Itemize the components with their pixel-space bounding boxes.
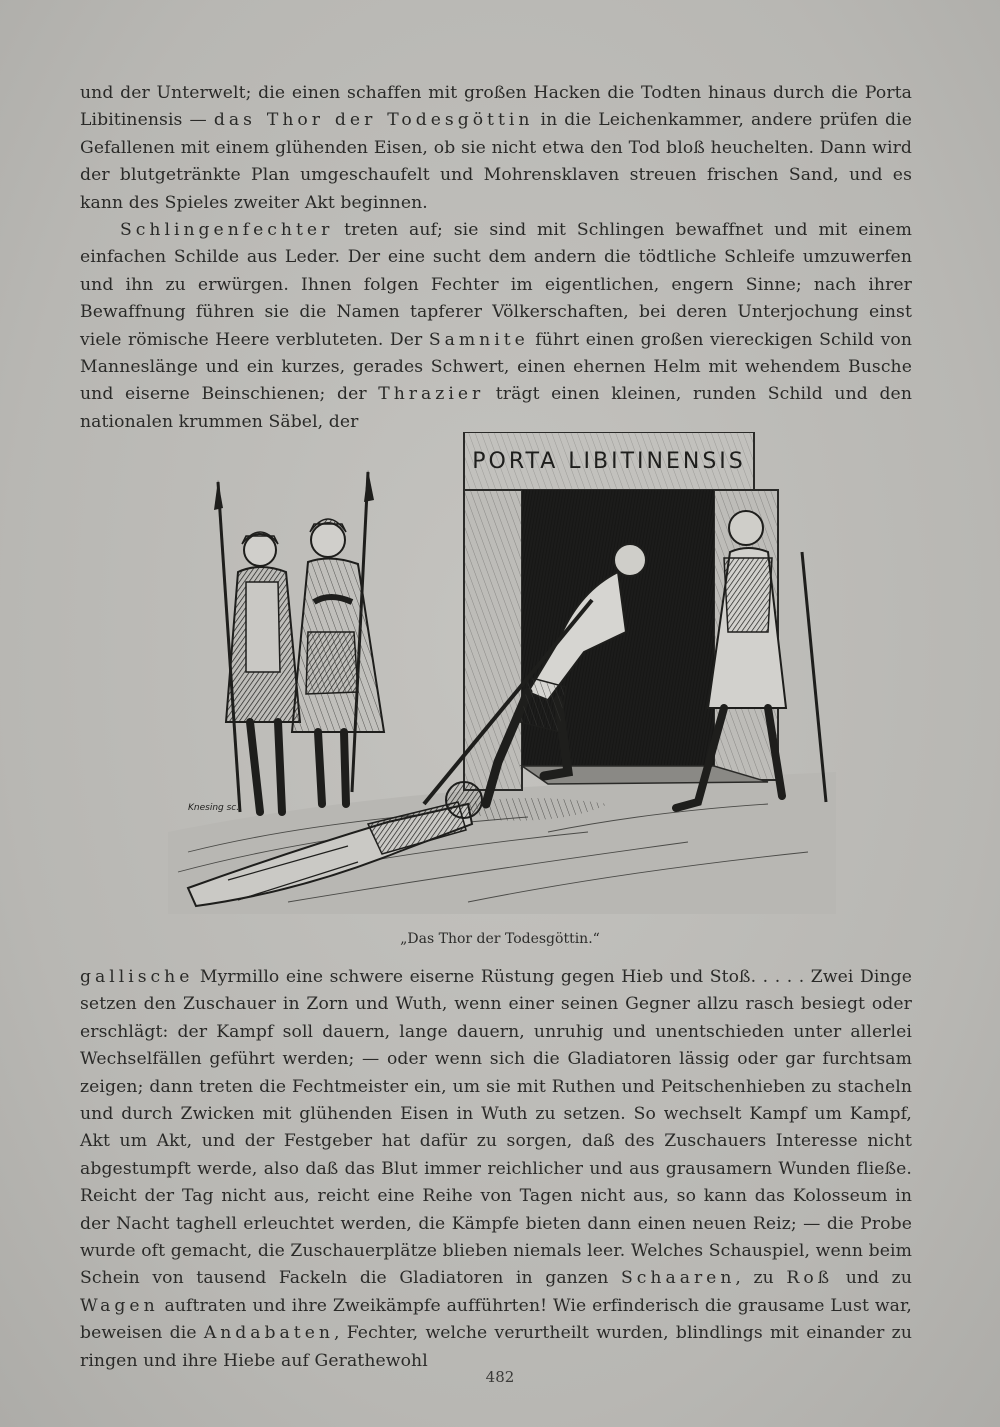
- engraving-illustration: [168, 432, 836, 914]
- gate-inscription: PORTA LIBITINENSIS: [472, 449, 746, 474]
- text-run: und der Unterwelt; die einen schaffen mit großen Hacken die Todten hinaus durch die Porta Libitinensis —: [80, 83, 912, 131]
- spaced-emphasis-text: Andabaten: [203, 1323, 334, 1344]
- text-run: Myrmillo eine schwere eiserne Rüstung gegen Hieb und Stoß. . . . . Zwei Dinge setzen den Zuschauer in Zorn und Wuth, wenn einer seinen Gegner allzu rasch besiegt oder erschlägt: der Kampf soll dauern, lange dauern, unruhig und unentschieden unter allerlei Wechselfällen geführt werden; — oder wenn sich die Gladiatoren lässig oder gar furchtsam zeigen; dann treten die Fechtmeister ein, um sie mit Ruthen und Peitschenhieben zu stacheln und durch Zwicken mit glühenden Eisen in Wuth zu setzen. So wechselt Kampf um Kampf, Akt um Akt, und der Festgeber hat dafür zu sorgen, daß des Zuschauers Interesse nicht abgestumpft werde, also daß das Blut immer reichlicher und aus grausamern Wunden fließe. Reicht der Tag nicht aus, reicht eine Reihe von Tagen nicht aus, so kann das Kolosseum in der Nacht taghell erleuchtet werden, die Kämpfe bieten dann einen neuen Reiz; — die Probe wurde oft gemacht, die Zuschauerplätze blieben niemals leer. Welches Schauspiel, wenn beim Schein von tausend Fackeln die Gladiatoren in ganzen: [80, 967, 912, 1289]
- engraver-signature: Knesing sc.: [188, 803, 240, 813]
- text-run: in die Leichenkammer, andere prüfen die Gefallenen mit einem glühenden Eisen, ob sie nicht etwa den Tod bloß heuchelten. Dann wird der blutgetränkte Plan umgeschaufelt und Mohrensklaven streuen frischen Sand, und es kann des Spieles zweiter Akt beginnen.: [80, 110, 912, 213]
- text-run: führt einen großen viereckigen Schild von Manneslänge und ein kurzes, gerades Schwert, einen ehernen Helm mit wehendem Busche und eiserne Beinschienen; der: [80, 329, 913, 405]
- text-run: und zu: [833, 1268, 912, 1289]
- body-text-top: [80, 80, 912, 436]
- soldier-left: [214, 480, 300, 812]
- text-run: auftraten und ihre Zweikämpfe aufführten! Wie erfinderisch die grausame Lust war, beweisen die: [80, 1295, 912, 1344]
- text-run: , zu: [735, 1268, 787, 1289]
- text-run: treten auf; sie sind mit Schlingen bewaffnet und mit einem einfachen Schilde aus Leder. Der eine sucht dem andern die tödtliche Schleife umzuwerfen und ihn zu erwürgen. Ihnen folgen Fechter im eigentlichen, engern Sinne; nach ihrer Bewaffnung führen sie die Namen tapferer Völkerschaften, bei deren Unterjochung einst viele römische Heere verbluteten. Der: [80, 220, 912, 350]
- paragraph: [80, 964, 912, 1375]
- figure-caption: „Das Thor der Todesgöttin.“: [400, 931, 600, 947]
- spaced-emphasis-text: Roß: [786, 1268, 834, 1289]
- paragraph: [80, 80, 912, 217]
- text-run: , Fechter, welche verurtheilt wurden, blindlings mit einander zu ringen und ihre Hiebe auf Gerathewohl: [80, 1323, 913, 1371]
- text-run: trägt einen kleinen, runden Schild und den nationalen krummen Säbel, der: [80, 384, 912, 432]
- spaced-emphasis-text: Wagen: [80, 1295, 159, 1316]
- page-number: 482: [485, 1368, 515, 1386]
- spaced-emphasis-text: gallische: [80, 967, 194, 987]
- body-text-bottom: [80, 964, 912, 1375]
- spaced-emphasis-text: das Thor der Todesgöttin: [213, 110, 534, 131]
- spaced-emphasis-text: Thrazier: [378, 384, 485, 405]
- spaced-emphasis-text: Schlingenfechter: [120, 220, 334, 241]
- spaced-emphasis-text: Samnite: [428, 329, 529, 350]
- spaced-emphasis-text: Schaaren: [620, 1268, 736, 1289]
- paragraph: [80, 217, 912, 436]
- soldier-crossed-arms: [292, 470, 384, 804]
